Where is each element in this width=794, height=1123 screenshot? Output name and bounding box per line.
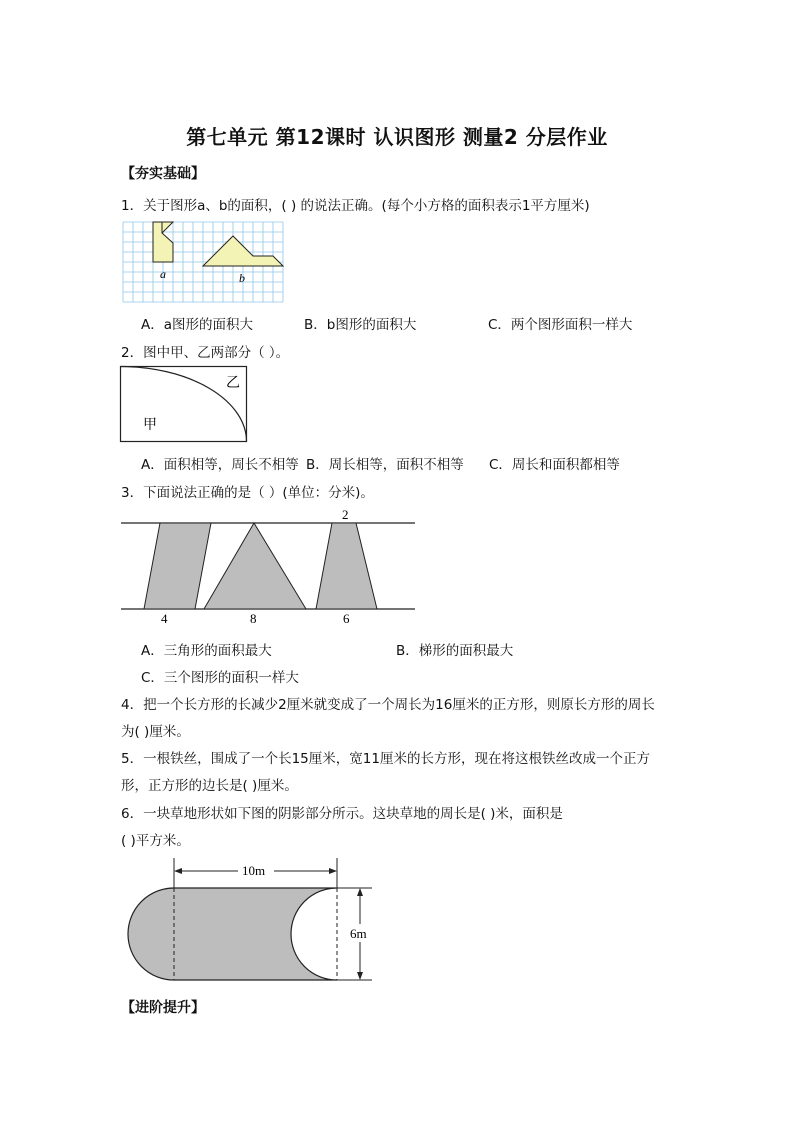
question-1-option-c[interactable]: C．两个图形面积一样大 (488, 317, 633, 333)
label-top: 2 (342, 507, 349, 522)
question-2-option-b[interactable]: B．周长相等，面积不相等 (306, 457, 464, 473)
question-3-figure (118, 506, 418, 628)
section-advanced-heading: 【进阶提升】 (121, 1000, 205, 1016)
question-3-text: 3．下面说法正确的是（ ）(单位：分米)。 (121, 485, 374, 501)
label-a: a (160, 267, 166, 281)
parallelogram (144, 523, 211, 609)
question-2-text: 2．图中甲、乙两部分（ ）。 (121, 345, 290, 361)
question-6-line-1: 6．一块草地形状如下图的阴影部分所示。这块草地的周长是( )米，面积是 (121, 806, 563, 822)
question-1-text: 1．关于图形a、b的面积，( ) 的说法正确。(每个小方格的面积表示1平方厘米) (121, 198, 590, 214)
question-6-line-2: ( )平方米。 (121, 833, 190, 849)
shape-a (153, 222, 173, 262)
triangle (204, 523, 306, 609)
question-5-line-1: 5．一根铁丝，围成了一个长15厘米，宽11厘米的长方形，现在将这根铁丝改成一个正方 (121, 751, 650, 767)
width-arrowhead-left (174, 868, 182, 874)
section-basic-heading: 【夯实基础】 (121, 166, 205, 182)
label-yi: 乙 (226, 376, 240, 391)
label-jia: 甲 (143, 418, 157, 433)
label-trapezoid-base: 6 (343, 611, 350, 626)
question-4-line-2: 为( )厘米。 (121, 724, 190, 740)
label-triangle-base: 8 (250, 611, 257, 626)
height-arrowhead-top (357, 888, 363, 896)
height-arrowhead-bottom (357, 972, 363, 980)
question-1-option-b[interactable]: B．b图形的面积大 (304, 317, 417, 333)
question-5-line-2: 形，正方形的边长是( )厘米。 (121, 778, 298, 794)
question-6-figure (120, 856, 380, 986)
question-3-option-a[interactable]: A．三角形的面积最大 (141, 643, 272, 659)
question-2-figure (119, 364, 249, 444)
page-title: 第七单元 第12课时 认识图形 测量2 分层作业 (186, 125, 608, 149)
question-2-option-c[interactable]: C．周长和面积都相等 (489, 457, 620, 473)
question-3-option-b[interactable]: B．梯形的面积最大 (396, 643, 514, 659)
question-1-grid-figure (120, 218, 290, 304)
label-width: 10m (242, 863, 266, 878)
label-b: b (239, 271, 245, 285)
trapezoid (316, 523, 377, 609)
label-height: 6m (350, 926, 367, 941)
question-2-option-a[interactable]: A．面积相等，周长不相等 (141, 457, 299, 473)
question-3-option-c[interactable]: C．三个图形的面积一样大 (141, 670, 299, 686)
lawn-shape (128, 888, 337, 980)
label-parallelogram-base: 4 (161, 611, 168, 626)
question-4-line-1: 4．把一个长方形的长减少2厘米就变成了一个周长为16厘米的正方形，则原长方形的周长 (121, 697, 655, 713)
question-1-option-a[interactable]: A．a图形的面积大 (141, 317, 254, 333)
width-arrowhead-right (329, 868, 337, 874)
